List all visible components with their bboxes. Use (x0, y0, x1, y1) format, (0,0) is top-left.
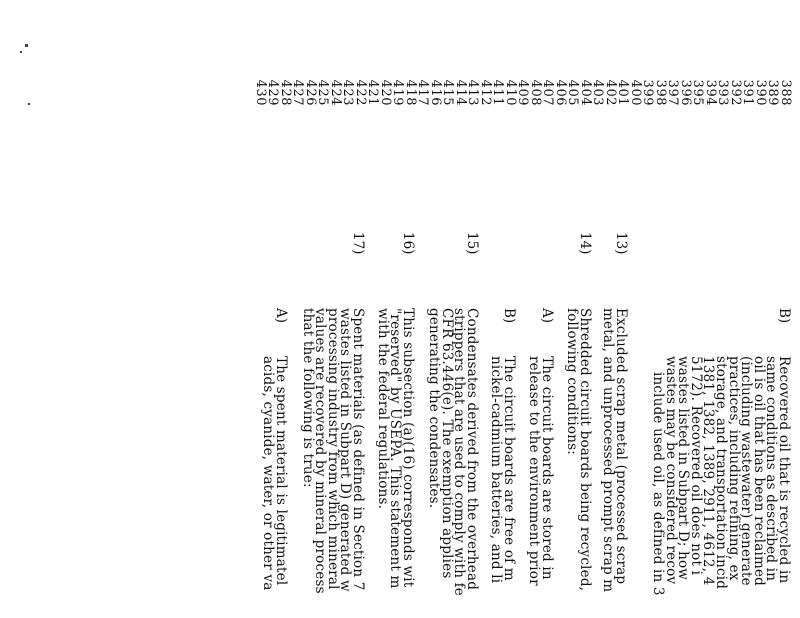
text-line: nickel-cadmium batteries, and li (488, 356, 505, 584)
line-number: 409 (515, 79, 531, 106)
text-line: metal, and unprocessed prompt scrap m (600, 308, 617, 593)
line-number: 393 (715, 79, 731, 106)
paragraph-reserved-subsection (376, 308, 414, 588)
paragraph-spent-materials (301, 308, 364, 594)
line-number: 406 (553, 79, 568, 106)
line-number: 396 (678, 79, 693, 106)
text-line: This subsection (a)(16) corresponds wit (400, 308, 416, 588)
line-number: 422 (353, 79, 368, 106)
line-number: 401 (615, 79, 631, 106)
text-line: that the following is true: (299, 308, 316, 488)
line-number: 398 (653, 79, 668, 106)
line-number: 426 (303, 79, 318, 106)
text-line: acids, cyanide, water, or other va (260, 356, 277, 591)
line-number: 407 (540, 79, 556, 106)
line-number: 397 (665, 79, 681, 106)
line-number: 425 (315, 79, 331, 106)
section-label: 13) (613, 232, 629, 255)
text-line: Condensates derived from the overhead (464, 308, 480, 591)
text-line: wastes listed in Subpart D) generated w (337, 308, 354, 592)
paragraph-spent-material-legitimately (262, 356, 287, 590)
text-line: processing industry from which mineral (324, 308, 341, 590)
line-number: 413 (465, 79, 481, 106)
text-line: Spent materials (as defined in Section 7 (350, 308, 366, 591)
line-number: 417 (415, 79, 431, 106)
section-label: B) (776, 308, 792, 324)
line-number: 391 (740, 79, 756, 106)
text-line: practices, including refining, ex (725, 356, 742, 581)
text-line: CFR 63.446(e). The exemption applies (438, 308, 455, 579)
paragraph-excluded-scrap-metal (602, 308, 627, 592)
line-number: 420 (378, 79, 393, 106)
text-line: storage, and transportation incid (713, 356, 730, 590)
text-line: "reserved" by USEPA. This statement m (387, 308, 404, 589)
line-number-column (254, 62, 792, 106)
text-line: values are recovered by mineral process (312, 308, 329, 594)
line-number: 389 (765, 79, 781, 106)
line-number: 390 (753, 79, 768, 106)
scan-speck (25, 44, 28, 47)
text-line: release to the environment prior (526, 356, 543, 586)
paragraph-recovered-oil (651, 356, 790, 596)
text-line: same conditions as described in (763, 356, 780, 582)
line-number: 399 (640, 79, 656, 106)
section-label: 14) (577, 232, 593, 255)
section-label: 17) (350, 232, 366, 255)
line-number: 412 (478, 79, 493, 106)
text-line: The spent material is legitimatel (273, 356, 289, 586)
section-label: 16) (400, 232, 416, 255)
scan-speck (28, 103, 30, 105)
text-line: Shredded circuit boards being recycled, (577, 308, 593, 592)
text-line: Excluded scrap metal (processed scrap (613, 308, 629, 585)
text-line: wastes listed in Subpart D; how (675, 356, 692, 581)
section-label: A) (539, 308, 555, 324)
line-number: 424 (328, 79, 343, 106)
line-number: 415 (440, 79, 456, 106)
text-line: Recovered oil that is recycled in (776, 356, 792, 584)
line-number: 400 (628, 79, 643, 106)
line-number: 427 (290, 79, 306, 106)
line-number: 403 (590, 79, 606, 106)
paragraph-shredded-circuit-boards (566, 308, 591, 591)
text-line: 1381, 1382, 1389, 2911, 4612, 4 (700, 356, 717, 586)
line-number: 423 (340, 79, 356, 106)
line-number: 405 (565, 79, 581, 106)
line-number: 404 (578, 79, 593, 106)
line-number: 394 (703, 79, 718, 106)
text-line: generating the condensates. (426, 308, 443, 509)
line-number: 402 (603, 79, 618, 106)
line-number: 416 (428, 79, 443, 106)
line-number: 410 (503, 79, 518, 106)
line-number: 428 (278, 79, 293, 106)
text-line: oil is oil that has been reclaimed (750, 356, 767, 587)
text-line: The circuit boards are free of m (501, 356, 517, 581)
line-number: 418 (403, 79, 418, 106)
section-label: B) (501, 308, 517, 324)
line-number: 414 (453, 79, 468, 106)
line-number: 408 (528, 79, 543, 106)
text-line: (including wastewater) generate (738, 356, 755, 586)
line-number: 388 (778, 79, 793, 106)
text-line: include used oil, as defined in 3 (650, 372, 667, 596)
text-line: wastes may be considered recov (662, 356, 679, 585)
text-line: 5172). Recovered oil does not i (687, 356, 704, 576)
line-number: 392 (728, 79, 743, 106)
section-label: A) (273, 308, 289, 324)
paragraph-circuit-boards-stored (528, 356, 553, 586)
line-number: 421 (365, 79, 381, 106)
paragraph-condensates (428, 308, 478, 596)
line-number: 395 (690, 79, 706, 106)
text-line: The circuit boards are stored in (539, 356, 555, 580)
text-line: with the federal regulations. (374, 308, 391, 510)
line-number: 411 (490, 79, 506, 106)
line-number: 419 (390, 79, 406, 106)
paragraph-circuit-boards-free (490, 356, 515, 583)
section-label: 15) (464, 232, 480, 255)
scan-speck (20, 51, 22, 53)
text-line: following conditions: (564, 308, 581, 455)
text-line: strippers that are used to comply with fe (451, 308, 468, 596)
line-number: 429 (265, 79, 281, 106)
line-number: 430 (253, 79, 268, 106)
